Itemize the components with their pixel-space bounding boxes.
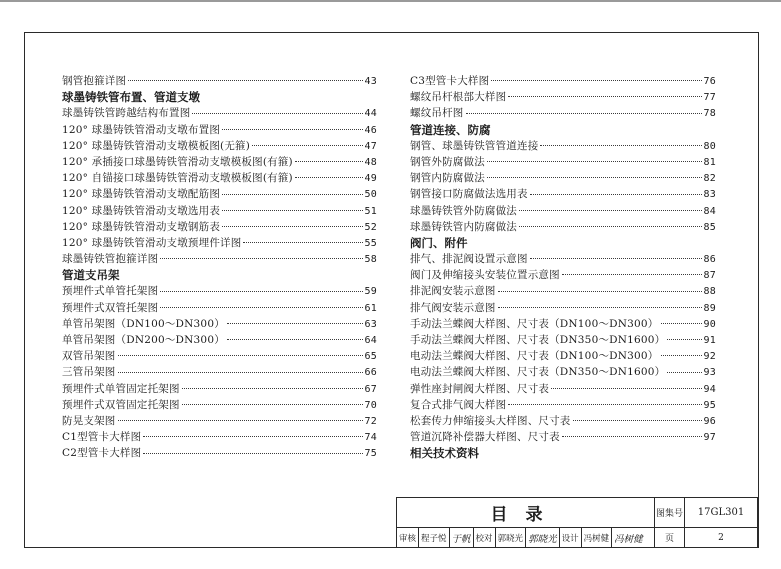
- dot-leader: [519, 226, 702, 227]
- dot-leader: [551, 388, 701, 389]
- toc-entry: [62, 105, 377, 121]
- toc-entry-page: 93: [703, 367, 716, 379]
- toc-entry-page: 50: [364, 189, 377, 201]
- section-heading: 阀门、附件: [410, 235, 468, 250]
- toc-entry: [410, 413, 716, 429]
- dot-leader: [519, 210, 702, 211]
- signature-row: [397, 528, 655, 547]
- toc-entry-title: 球墨铸铁管跨越结构布置图: [62, 107, 191, 120]
- dot-leader: [487, 177, 702, 178]
- review-label: 审核: [397, 528, 419, 547]
- toc-entry-page: 95: [703, 399, 716, 411]
- toc-entry: [410, 154, 716, 170]
- toc-entry-title: C2型管卡大样图: [62, 447, 142, 460]
- toc-entry: [62, 332, 377, 348]
- toc-entry-page: 76: [703, 76, 716, 87]
- toc-entry-page: 88: [703, 286, 716, 298]
- checker-signature: 郭晓光: [526, 528, 560, 547]
- toc-entry: [62, 397, 377, 413]
- toc-entry: [410, 219, 716, 235]
- toc-entry: [62, 73, 377, 89]
- toc-right-column: [410, 73, 716, 462]
- toc-entry-page: 83: [703, 189, 716, 201]
- toc-entry-title: 预埋件式双管固定托架图: [62, 398, 180, 411]
- scan-edge-line: [0, 0, 781, 2]
- toc-entry-page: 66: [364, 367, 377, 379]
- toc-entry-page: 52: [364, 221, 377, 233]
- dot-leader: [530, 194, 702, 195]
- toc-entry-page: 58: [364, 254, 377, 266]
- title-block: [396, 497, 759, 548]
- toc-entry-title: 螺纹吊杆图: [410, 107, 464, 120]
- page-number: 2: [685, 528, 758, 547]
- dot-leader: [667, 372, 701, 373]
- toc-entry-title: 钢管、球墨铸铁管管道连接: [410, 139, 539, 152]
- toc-entry: [410, 300, 716, 316]
- toc-entry-page: 74: [364, 432, 377, 444]
- toc-entry-page: 48: [364, 156, 377, 168]
- toc-entry-title: 复合式排气阀大样图: [410, 398, 507, 411]
- toc-entry-title: 手动法兰蝶阀大样图、尺寸表（DN350～DN1600）: [410, 334, 666, 346]
- toc-entry-title: 排气、排泥阀设置示意图: [410, 253, 528, 266]
- dot-leader: [222, 210, 363, 211]
- toc-entry-page: 43: [364, 76, 377, 87]
- toc-entry-title: 单管吊架图（DN200～DN300）: [62, 334, 225, 346]
- dot-leader: [143, 453, 362, 454]
- toc-entry-page: 51: [364, 205, 377, 217]
- toc-entry-title: 防晃支架图: [62, 414, 116, 427]
- designer-signature: 冯树健: [614, 533, 643, 545]
- toc-entry-title: 钢管接口防腐做法选用表: [410, 188, 528, 201]
- toc-entry-title: 电动法兰蝶阀大样图、尺寸表（DN100～DN300）: [410, 350, 659, 363]
- toc-entry: [410, 89, 716, 105]
- toc-entry: [62, 154, 377, 170]
- toc-entry: [410, 73, 716, 89]
- toc-entry-title: 预埋件式双管托架图: [62, 301, 159, 314]
- toc-entry-page: 72: [364, 415, 377, 427]
- toc-entry: [62, 219, 377, 235]
- toc-entry-title: 120° 球墨铸铁管滑动支墩选用表: [62, 204, 221, 217]
- dot-leader: [498, 291, 702, 292]
- dot-leader: [562, 274, 702, 275]
- dot-leader: [540, 145, 701, 146]
- toc-entry-page: 75: [364, 448, 377, 460]
- toc-entry-page: 46: [364, 124, 377, 136]
- toc-entry: [62, 316, 377, 332]
- section-heading: 管道连接、防腐: [410, 122, 491, 137]
- designer-name: 冯树健: [582, 528, 613, 547]
- document-title: 目录: [397, 498, 655, 528]
- toc-entry-page: 97: [703, 432, 716, 444]
- toc-entry-title: 120° 球墨铸铁管滑动支墩预埋件详图: [62, 236, 242, 249]
- dot-leader: [562, 436, 702, 437]
- dot-leader: [182, 388, 363, 389]
- toc-entry-title: 120° 球墨铸铁管滑动支墩布置图: [62, 123, 221, 136]
- toc-entry-page: 44: [364, 108, 377, 120]
- toc-entry-page: 84: [703, 205, 716, 217]
- reviewer-name: 程子悦: [419, 528, 450, 547]
- toc-entry: [410, 267, 716, 283]
- dot-leader: [243, 242, 362, 243]
- reviewer-signature: 于帆: [450, 528, 474, 547]
- dot-leader: [487, 161, 702, 162]
- toc-entry-title: 松套传力伸缩接头大样图、尺寸表: [410, 414, 571, 427]
- toc-entry: [410, 138, 716, 154]
- toc-entry-title: C1型管卡大样图: [62, 431, 142, 444]
- toc-entry: [410, 381, 716, 397]
- dot-leader: [160, 258, 362, 259]
- toc-entry-title: 阀门及伸缩接头安装位置示意图: [410, 269, 560, 282]
- toc-entry: [410, 203, 716, 219]
- toc-entry: [62, 413, 377, 429]
- toc-entry: [410, 316, 716, 332]
- toc-entry-page: 91: [703, 335, 716, 346]
- checker-name: 郭晓光: [496, 528, 527, 547]
- dot-leader: [295, 177, 363, 178]
- toc-entry-title: 钢管外防腐做法: [410, 155, 485, 168]
- toc-entry-title: 钢管抱箍详图: [62, 75, 127, 87]
- toc-entry: [62, 364, 377, 380]
- toc-entry: [62, 203, 377, 219]
- toc-entry-title: 球墨铸铁管外防腐做法: [410, 204, 517, 217]
- dot-leader: [222, 226, 363, 227]
- toc-entry-page: 47: [364, 140, 377, 152]
- toc-entry: [410, 429, 716, 445]
- toc-entry-page: 70: [364, 399, 377, 411]
- toc-entry-title: 球墨铸铁管内防腐做法: [410, 220, 517, 233]
- toc-entry: [410, 283, 716, 299]
- toc-entry-title: 螺纹吊杆根部大样图: [410, 91, 507, 104]
- toc-entry: [410, 251, 716, 267]
- section-heading: 相关技术资料: [410, 446, 479, 461]
- toc-entry-page: 63: [364, 318, 377, 330]
- dot-leader: [160, 307, 362, 308]
- toc-entry-title: 排气阀安装示意图: [410, 301, 496, 314]
- dot-leader: [227, 339, 363, 340]
- dot-leader: [192, 113, 362, 114]
- toc-entry-page: 82: [703, 173, 716, 185]
- toc-entry: [62, 429, 377, 445]
- toc-entry: [62, 300, 377, 316]
- dot-leader: [222, 129, 363, 130]
- dot-leader: [222, 194, 363, 195]
- dot-leader: [508, 404, 701, 405]
- toc-entry-page: 87: [703, 270, 716, 282]
- toc-entry: [410, 332, 716, 348]
- toc-entry-title: 预埋件式单管固定托架图: [62, 382, 180, 395]
- atlas-no-label: 图集号: [655, 498, 685, 528]
- toc-entry: [410, 186, 716, 202]
- toc-entry-page: 86: [703, 254, 716, 266]
- dot-leader: [252, 145, 363, 146]
- toc-entry-title: 120° 自锚接口球墨铸铁管滑动支墩模板图(有箍): [62, 172, 293, 185]
- dot-leader: [118, 420, 363, 421]
- toc-entry: [410, 105, 716, 121]
- dot-leader: [182, 404, 363, 405]
- toc-entry: [62, 186, 377, 202]
- toc-entry-title: 120° 球墨铸铁管滑动支墩模板图(无箍): [62, 139, 251, 152]
- toc-entry-title: 排泥阀安装示意图: [410, 285, 496, 298]
- dot-leader: [508, 96, 701, 97]
- atlas-no: 17GL301: [685, 498, 758, 528]
- toc-entry: [410, 397, 716, 413]
- toc-entry: [62, 138, 377, 154]
- dot-leader: [118, 372, 363, 373]
- dot-leader: [160, 291, 362, 292]
- toc-entry-title: C3型管卡大样图: [410, 75, 490, 87]
- dot-leader: [667, 339, 701, 340]
- toc-entry-page: 78: [703, 108, 716, 120]
- toc-entry-title: 三管吊架图: [62, 366, 116, 379]
- toc-entry-page: 94: [703, 383, 716, 395]
- toc-entry-page: 67: [364, 383, 377, 395]
- toc-entry-title: 120° 球墨铸铁管滑动支墩钢筋表: [62, 220, 221, 233]
- toc-left-column: [62, 73, 377, 462]
- toc-entry-page: 85: [703, 221, 716, 233]
- toc-entry-page: 55: [364, 237, 377, 249]
- dot-leader: [491, 80, 701, 81]
- toc-entry-title: 手动法兰蝶阀大样图、尺寸表（DN100～DN300）: [410, 317, 659, 330]
- toc-entry: [62, 445, 377, 461]
- toc-entry-title: 120° 承插接口球墨铸铁管滑动支墩模板图(有箍): [62, 155, 293, 168]
- section-heading: 球墨铸铁管布置、管道支墩: [62, 90, 200, 105]
- toc-entry: [62, 381, 377, 397]
- toc-entry-page: 81: [703, 156, 716, 168]
- toc-entry-title: 管道沉降补偿器大样图、尺寸表: [410, 431, 560, 444]
- toc-entry: [410, 364, 716, 380]
- toc-entry-page: 96: [703, 415, 716, 427]
- toc-entry: [62, 170, 377, 186]
- toc-entry-page: 77: [703, 92, 716, 104]
- toc-entry: [410, 170, 716, 186]
- toc-entry-title: 钢管内防腐做法: [410, 172, 485, 185]
- toc-entry-title: 120° 球墨铸铁管滑动支墩配筋图: [62, 188, 221, 201]
- check-label: 校对: [474, 528, 496, 547]
- toc-entry: [62, 235, 377, 251]
- toc-entry-title: 预埋件式单管托架图: [62, 285, 159, 298]
- dot-leader: [573, 420, 702, 421]
- design-label: 设计: [560, 528, 582, 547]
- toc-entry-title: 双管吊架图: [62, 350, 116, 363]
- dot-leader: [466, 113, 702, 114]
- toc-entry-title: 单管吊架图（DN100～DN300）: [62, 317, 225, 330]
- dot-leader: [498, 307, 702, 308]
- toc-entry: [62, 122, 377, 138]
- dot-leader: [295, 161, 363, 162]
- toc-entry-title: 弹性座封闸阀大样图、尺寸表: [410, 382, 550, 395]
- dot-leader: [661, 355, 702, 356]
- toc-entry-title: 球墨铸铁管抱箍详图: [62, 253, 159, 266]
- toc-entry: [62, 348, 377, 364]
- toc-entry-page: 64: [364, 335, 377, 346]
- toc-entry-page: 59: [364, 286, 377, 298]
- dot-leader: [128, 80, 362, 81]
- dot-leader: [118, 355, 363, 356]
- toc-entry-page: 49: [364, 173, 377, 185]
- toc-entry-title: 电动法兰蝶阀大样图、尺寸表（DN350～DN1600）: [410, 366, 666, 379]
- dot-leader: [530, 258, 702, 259]
- page-label: 页: [655, 528, 685, 547]
- dot-leader: [661, 323, 702, 324]
- toc-entry: [62, 251, 377, 267]
- toc-entry: [62, 283, 377, 299]
- dot-leader: [227, 323, 363, 324]
- toc-entry-page: 80: [703, 140, 716, 152]
- toc-entry-page: 90: [703, 318, 716, 330]
- toc-entry-page: 92: [703, 351, 716, 363]
- section-heading: 管道支吊架: [62, 268, 120, 283]
- toc-entry-page: 61: [364, 302, 377, 314]
- toc-entry: [410, 348, 716, 364]
- toc-entry-page: 89: [703, 302, 716, 314]
- toc-entry-page: 65: [364, 351, 377, 363]
- dot-leader: [143, 436, 362, 437]
